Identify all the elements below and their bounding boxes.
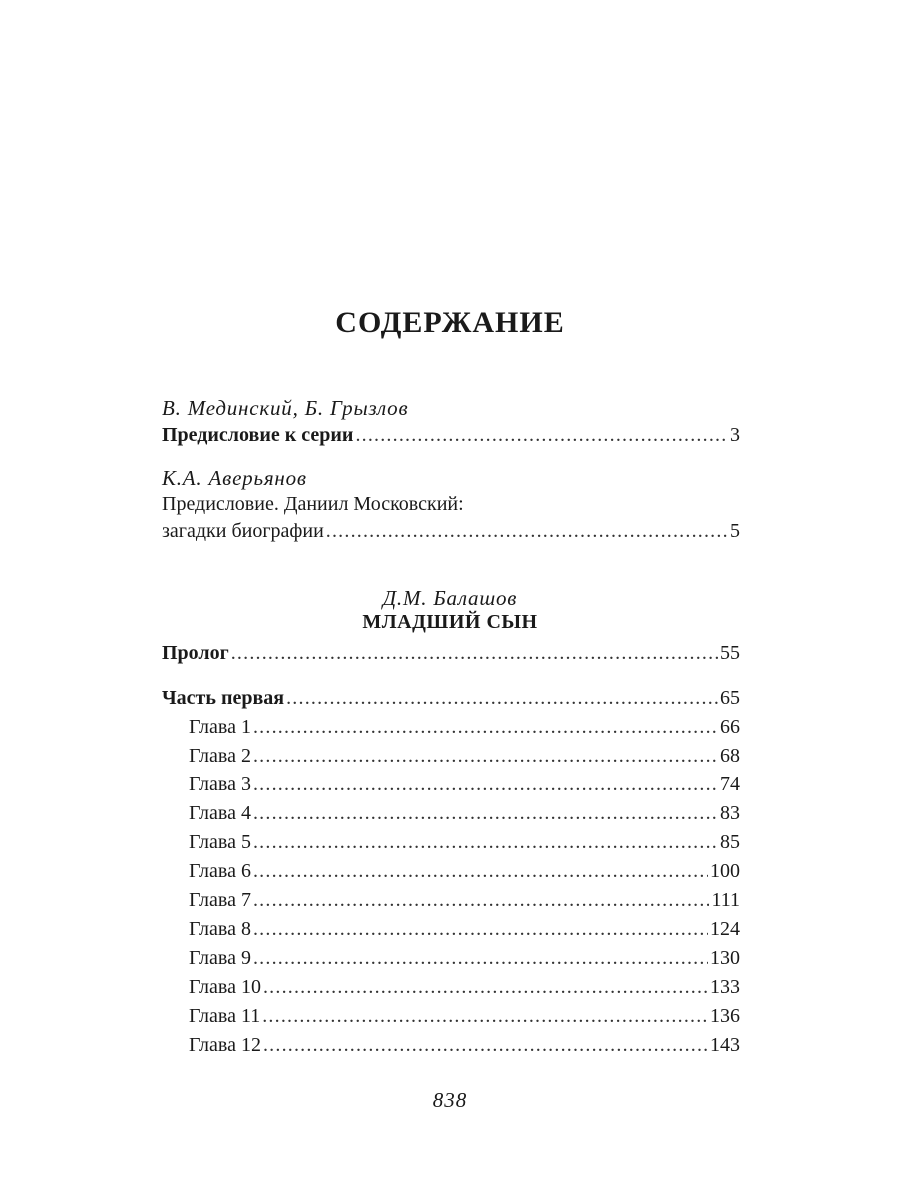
toc-entry-page: 143 — [710, 1034, 740, 1056]
dot-leader — [286, 685, 718, 711]
dot-leader — [263, 1032, 708, 1058]
toc-entry-page: 136 — [710, 1005, 740, 1027]
toc-entry-label: Глава 4 — [189, 802, 251, 824]
toc-entry-label: Глава 1 — [189, 716, 251, 738]
toc-entry-page: 5 — [730, 520, 740, 542]
toc-entry-page: 111 — [711, 889, 740, 911]
toc-entry-label: Предисловие к серии — [162, 424, 354, 446]
dot-leader — [253, 800, 718, 826]
toc-entry-label: Глава 2 — [189, 745, 251, 767]
toc-entry-chapter-10[interactable] — [189, 974, 740, 1000]
toc-entry-page: 83 — [720, 802, 740, 824]
toc-entry-chapter-3[interactable] — [189, 771, 740, 797]
dot-leader — [326, 518, 728, 544]
toc-entry-chapter-12[interactable] — [189, 1032, 740, 1058]
toc-entry-chapter-8[interactable] — [189, 916, 740, 942]
toc-entry-label: Глава 5 — [189, 831, 251, 853]
toc-entry-chapter-6[interactable] — [189, 858, 740, 884]
dot-leader — [253, 743, 718, 769]
toc-entry-label: Глава 7 — [189, 889, 251, 911]
dot-leader — [355, 422, 728, 448]
toc-entry-chapter-5[interactable] — [189, 829, 740, 855]
toc-entry-label: Пролог — [162, 642, 229, 664]
toc-entry-page: 74 — [720, 773, 740, 795]
toc-entry-chapter-4[interactable] — [189, 800, 740, 826]
dot-leader — [253, 858, 708, 884]
toc-entry-part-one[interactable] — [162, 685, 740, 711]
book-title: МЛАДШИЙ СЫН — [362, 611, 538, 633]
toc-entry-page: 66 — [720, 716, 740, 738]
dot-leader — [253, 945, 708, 971]
toc-entry-page: 133 — [710, 976, 740, 998]
author-balashov: Д.М. Балашов — [382, 586, 518, 610]
dot-leader — [262, 1003, 708, 1029]
toc-entry-page: 55 — [720, 642, 740, 664]
toc-entry-label: Глава 3 — [189, 773, 251, 795]
toc-entry-label: Глава 11 — [189, 1005, 261, 1027]
toc-entry-page: 68 — [720, 745, 740, 767]
toc-entry-chapter-7[interactable] — [189, 887, 740, 913]
toc-entry-chapter-1[interactable] — [189, 714, 740, 740]
toc-entry-label: загадки биографии — [162, 520, 324, 542]
toc-entry-label: Глава 9 — [189, 947, 251, 969]
toc-entry-chapter-11[interactable] — [189, 1003, 740, 1029]
toc-entry-series-preface[interactable] — [162, 422, 740, 448]
toc-entry-prologue[interactable] — [162, 640, 740, 666]
dot-leader — [263, 974, 708, 1000]
toc-entry-page: 124 — [710, 918, 740, 940]
page-number: 838 — [432, 1088, 468, 1112]
toc-entry-label: Часть первая — [162, 687, 285, 709]
dot-leader — [253, 771, 718, 797]
toc-entry-page: 3 — [730, 424, 740, 446]
author-medinsky-gryzlov: В. Мединский, Б. Грызлов — [162, 396, 409, 420]
dot-leader — [253, 714, 718, 740]
toc-entry-page: 100 — [710, 860, 740, 882]
page-title: СОДЕРЖАНИЕ — [335, 306, 565, 339]
toc-entry-chapter-2[interactable] — [189, 743, 740, 769]
dot-leader — [231, 640, 718, 666]
author-averyanov: К.А. Аверьянов — [162, 466, 307, 490]
toc-entry-preface-daniil[interactable] — [162, 518, 740, 544]
toc-entry-label: Глава 8 — [189, 918, 251, 940]
toc-entry-page: 65 — [720, 687, 740, 709]
dot-leader — [253, 887, 710, 913]
toc-entry-page: 85 — [720, 831, 740, 853]
toc-entry-page: 130 — [710, 947, 740, 969]
toc-entry-label: Глава 10 — [189, 976, 261, 998]
toc-entry-label: Глава 12 — [189, 1034, 261, 1056]
dot-leader — [253, 916, 708, 942]
dot-leader — [253, 829, 718, 855]
toc-entry-label: Глава 6 — [189, 860, 251, 882]
toc-entry-preface-line1: Предисловие. Даниил Московский: — [162, 493, 464, 515]
toc-entry-chapter-9[interactable] — [189, 945, 740, 971]
